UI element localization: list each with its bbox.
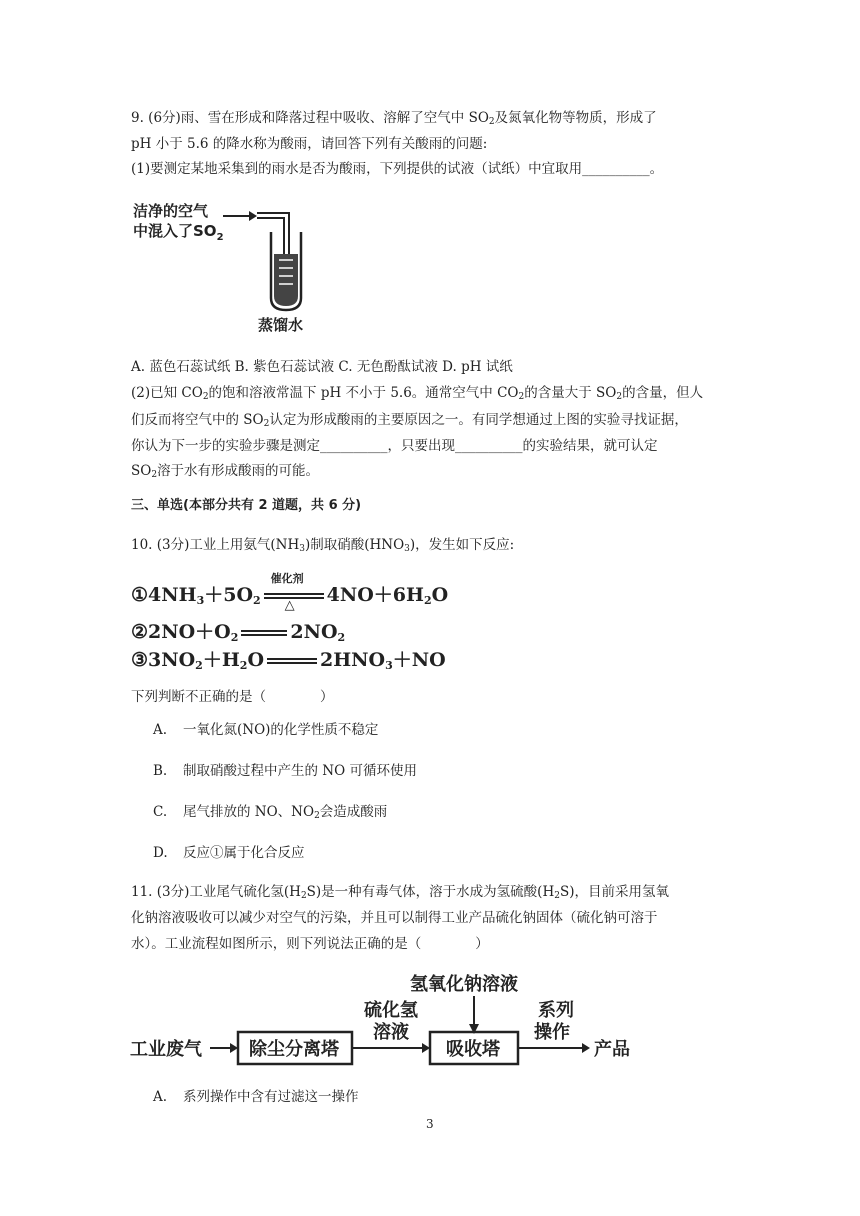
water-level: [274, 254, 298, 306]
section-heading: 三、单选(本部分共有 2 道题，共 6 分): [131, 498, 362, 513]
series-ops-label-2: 操作: [534, 1022, 570, 1043]
q9-p2-line-3: 你认为下一步的实验步骤是测定__________，只要出现__________的实验结果，就可认定: [131, 438, 658, 454]
h2s-solution-label-2: 溶液: [373, 1022, 409, 1043]
page-number: 3: [426, 1117, 434, 1131]
q11-line-2: 化钠溶液吸收可以减少对空气的污染，并且可以制得工业产品硫化钠固体（硫化钠可溶于: [131, 910, 658, 926]
reaction-arrow-catalyst: 催化剂 △: [261, 586, 327, 606]
absorption-tower-label: 吸收塔: [446, 1039, 500, 1060]
q10-option-d[interactable]: D. 反应①属于化合反应: [153, 845, 305, 861]
q9-p2-line-4: $SO_2$溶于水有形成酸雨的可能。: [131, 463, 320, 480]
q9-choices: A. 蓝色石蕊试纸 B. 紫色石蕊试液 C. 无色酚酞试液 D. pH 试纸: [131, 359, 513, 375]
product-label: 产品: [594, 1039, 630, 1060]
figure-label-so2: 中混入了$SO_2$: [133, 222, 224, 243]
process-flow-diagram: [128, 968, 648, 1080]
h2s-solution-label-1: 硫化氢: [364, 1000, 418, 1021]
equation-2: $②2NO+O_2$ $2NO_2$: [131, 621, 346, 644]
q9-line-1: 9. (6分)雨、雪在形成和降落过程中吸收、溶解了空气中 $SO_2$及氮氧化物等物质，形成了: [131, 110, 657, 127]
figure-label-air: 洁净的空气: [133, 202, 209, 220]
q10-option-c[interactable]: C. 尾气排放的 NO、$NO_2$会造成酸雨: [153, 804, 388, 821]
figure-label-water: 蒸馏水: [258, 316, 304, 334]
q9-line-2: pH 小于 5.6 的降水称为酸雨，请回答下列有关酸雨的问题:: [131, 136, 488, 152]
q9-line-3: (1)要测定某地采集到的雨水是否为酸雨，下列提供的试液（试纸）中宜取用__________。: [131, 161, 664, 177]
q9-p2-line-1: (2)已知 $CO_2$的饱和溶液常温下 pH 不小于 5.6。通常空气中 $CO_2$的含量大于 $SO_2$的含量，但人: [131, 385, 704, 402]
test-tube-figure: [131, 196, 331, 336]
naoh-label: 氢氧化钠溶液: [410, 974, 518, 995]
q10-stem: 10. (3分)工业上用氨气$(NH_3)$制取硝酸$(HNO_3)$，发生如下反应:: [131, 537, 515, 554]
dust-separation-tower-label: 除尘分离塔: [249, 1039, 339, 1060]
series-ops-label-1: 系列: [538, 1000, 574, 1021]
q11-line-3: 水）。工业流程如图所示，则下列说法正确的是（ ）: [131, 936, 489, 952]
equation-1: $①4NH_3+5O_2$ 催化剂 △ $4NO+6H_2O$: [131, 572, 449, 613]
q10-prompt: 下列判断不正确的是（ ）: [131, 689, 334, 705]
q9-p2-line-2: 们反而将空气中的 $SO_2$认定为形成酸雨的主要原因之一。有同学想通过上图的实验寻找证据，: [131, 412, 688, 429]
q11-line-1: 11. (3分)工业尾气硫化氢$(H_2S)$是一种有毒气体，溶于水成为氢硫酸$(H_2S)$，目前采用氢氧: [131, 884, 669, 901]
equation-3: $③3NO_2+H_2O$ $2HNO_3+NO$: [131, 649, 446, 672]
q11-option-a[interactable]: A. 系列操作中含有过滤这一操作: [153, 1089, 359, 1105]
arrow-head: [249, 211, 257, 221]
q10-option-b[interactable]: B. 制取硝酸过程中产生的 NO 可循环使用: [153, 763, 417, 779]
waste-gas-label: 工业废气: [130, 1039, 202, 1060]
q10-option-a[interactable]: A. 一氧化氮(NO)的化学性质不稳定: [153, 722, 379, 738]
